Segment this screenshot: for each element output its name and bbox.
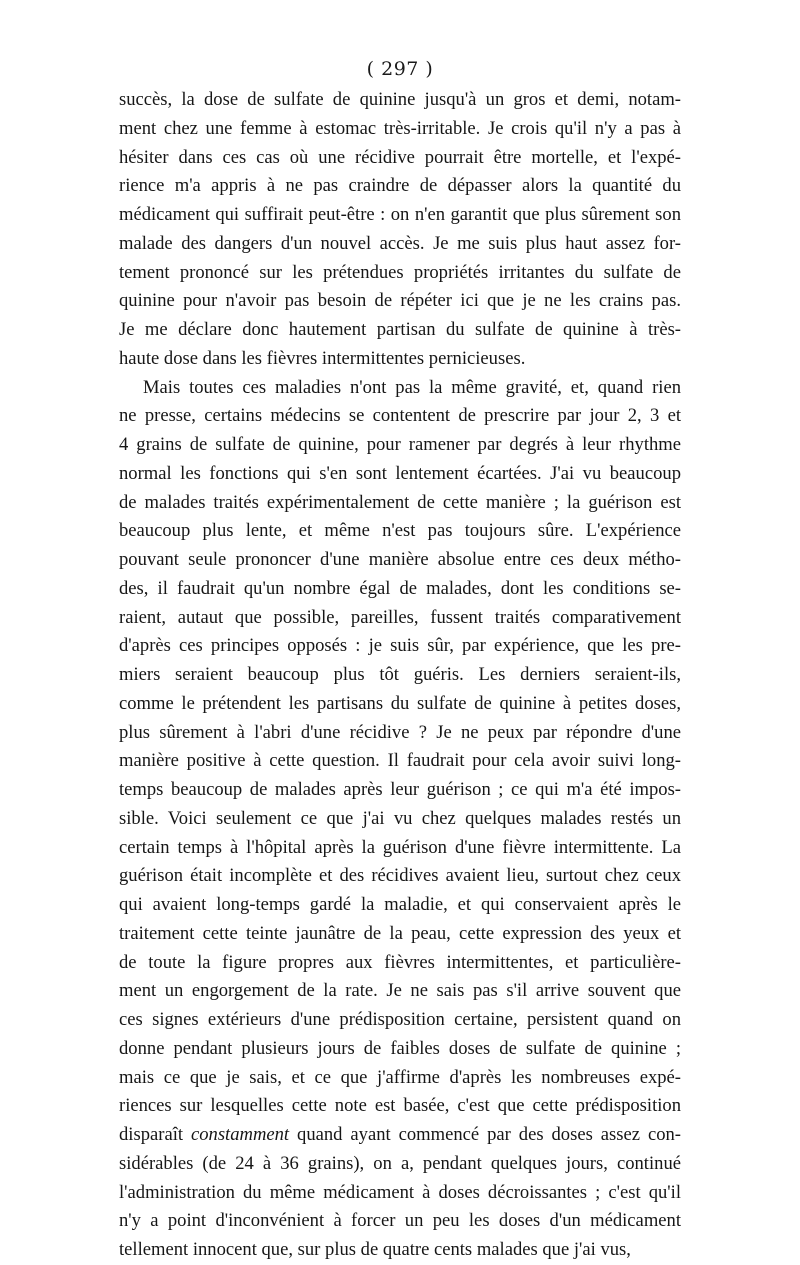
text-line: ces signes extérieurs d'une prédisposition certaine, persistent quand on bbox=[119, 1009, 681, 1030]
text-line: malade des dangers d'un nouvel accès. Je me suis plus haut assez for- bbox=[119, 232, 681, 254]
body-text bbox=[119, 86, 681, 1265]
text-line: quinine pour n'avoir pas besoin de répéter ici que je ne les crains pas. bbox=[119, 290, 681, 312]
text-line: temps beaucoup de malades après leur guérison ; ce qui m'a été impos- bbox=[119, 779, 681, 800]
text-line: de toute la figure propres aux fièvres intermittentes, et particulière- bbox=[119, 951, 681, 973]
text-line: guérison était incomplète et des récidives avaient lieu, surtout chez ceux bbox=[119, 865, 681, 887]
text-line: tellement innocent que, sur plus de quatre cents malades que j'ai vus, bbox=[119, 1239, 631, 1260]
text-line: d'après ces principes opposés : je suis sûr, par expérience, que les pre- bbox=[119, 635, 681, 657]
page-number: ( 297 ) bbox=[366, 58, 434, 80]
text-line: riences sur lesquelles cette note est basée, c'est que cette prédisposition bbox=[119, 1095, 681, 1117]
text-line: normal les fonctions qui s'en sont lentement écartées. J'ai vu beaucoup bbox=[119, 462, 681, 484]
text-line: médicament qui suffirait peut-être : on n'en garantit que plus sûrement son bbox=[119, 204, 681, 225]
text-line: rience m'a appris à ne pas craindre de dépasser alors la quantité du bbox=[119, 175, 681, 197]
text-line: Mais toutes ces maladies n'ont pas la même gravité, et, quand rien bbox=[143, 376, 681, 398]
text-line: sible. Voici seulement ce que j'ai vu chez quelques malades restés un bbox=[119, 807, 681, 829]
text-line: l'administration du même médicament à doses décroissantes ; c'est qu'il bbox=[119, 1181, 681, 1203]
text-line: plus sûrement à l'abri d'une récidive ? Je ne peux par répondre d'une bbox=[119, 721, 681, 743]
text-line: comme le prétendent les partisans du sulfate de quinine à petites doses, bbox=[119, 692, 681, 714]
text-line: Je me déclare donc hautement partisan du sulfate de quinine à très- bbox=[119, 319, 681, 340]
text-line: tement prononcé sur les prétendues propriétés irritantes du sulfate de bbox=[119, 261, 681, 283]
text-line: certain temps à l'hôpital après la guérison d'une fièvre intermittente. La bbox=[119, 836, 681, 858]
text-line: mais ce que je sais, et ce que j'affirme d'après les nombreuses expé- bbox=[119, 1066, 681, 1088]
text-line: ne presse, certains médecins se contentent de prescrire par jour 2, 3 et bbox=[119, 405, 681, 427]
text-line: manière positive à cette question. Il faudrait pour cela avoir suivi long- bbox=[119, 750, 681, 772]
text-line: pouvant seule prononcer d'une manière absolue entre ces deux métho- bbox=[119, 549, 681, 570]
text-line: n'y a point d'inconvénient à forcer un peu les doses d'un médicament bbox=[119, 1210, 681, 1232]
emphasis: constamment bbox=[190, 1124, 290, 1145]
text-line: haute dose dans les fièvres intermittentes pernicieuses. bbox=[119, 347, 526, 369]
text-line: beaucoup plus lente, et même n'est pas toujours sûre. L'expérience bbox=[119, 520, 681, 542]
text-line: donne pendant plusieurs jours de faibles doses de sulfate de quinine ; bbox=[119, 1037, 681, 1059]
text-line: traitement cette teinte jaunâtre de la peau, cette expression des yeux et bbox=[119, 922, 681, 944]
text-line: sidérables (de 24 à 36 grains), on a, pendant quelques jours, continué bbox=[119, 1152, 681, 1174]
text-line: qui avaient long-temps gardé la maladie, et qui conservaient après le bbox=[119, 894, 681, 915]
text-line: miers seraient beaucoup plus tôt guéris. Les derniers seraient-ils, bbox=[119, 664, 681, 685]
text-line: disparaît constamment quand ayant commencé par des doses assez con- bbox=[119, 1124, 681, 1145]
text-line: succès, la dose de sulfate de quinine jusqu'à un gros et demi, notam- bbox=[119, 89, 681, 110]
text-line: de malades traités expérimentalement de cette manière ; la guérison est bbox=[119, 491, 681, 513]
text-line: hésiter dans ces cas où une récidive pourrait être mortelle, et l'expé- bbox=[119, 146, 681, 168]
text-line: raient, autaut que possible, pareilles, fussent traités comparativement bbox=[119, 606, 681, 628]
text-line: 4 grains de sulfate de quinine, pour ramener par degrés à leur rhythme bbox=[119, 434, 681, 455]
text-line: ment chez une femme à estomac très-irritable. Je crois qu'il n'y a pas à bbox=[119, 117, 681, 139]
text-line: des, il faudrait qu'un nombre égal de malades, dont les conditions se- bbox=[119, 577, 681, 599]
text-line: ment un engorgement de la rate. Je ne sais pas s'il arrive souvent que bbox=[119, 980, 681, 1002]
